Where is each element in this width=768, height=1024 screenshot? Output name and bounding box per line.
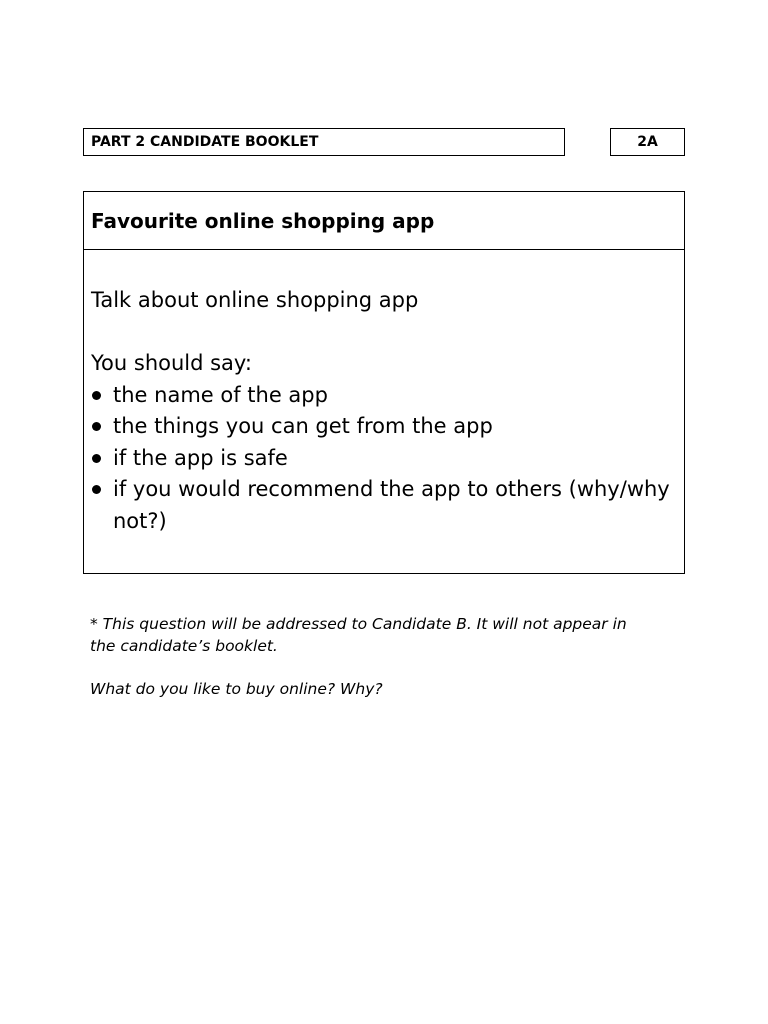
- booklet-code-box: [610, 128, 685, 156]
- booklet-title-box: [83, 128, 565, 156]
- task-prompt: You should say:: [91, 351, 252, 375]
- bullet-text: if the app is safe: [113, 445, 288, 470]
- list-item: [91, 474, 677, 537]
- bullet-icon: [92, 422, 101, 431]
- bullet-icon: [92, 454, 101, 463]
- examiner-note: * This question will be addressed to Candidate B. It will not appear in the candidate’s booklet.: [90, 615, 627, 655]
- booklet-code: 2A: [637, 134, 658, 150]
- bullet-icon: [92, 485, 101, 494]
- task-bullet-list: [91, 380, 677, 538]
- task-intro: Talk about online shopping app: [91, 288, 419, 312]
- examiner-note-section: [90, 614, 650, 701]
- bullet-icon: [92, 391, 101, 400]
- task-body: [84, 250, 684, 537]
- bullet-text: the things you can get from the app: [113, 414, 493, 438]
- booklet-title: PART 2 CANDIDATE BOOKLET: [91, 134, 319, 150]
- bullet-text: the name of the app: [113, 382, 328, 407]
- followup-question: What do you like to buy online? Why?: [90, 680, 383, 698]
- bullet-text: if you would recommend the app to others (why/why not?): [113, 477, 670, 533]
- list-item: [91, 443, 677, 475]
- list-item: [91, 411, 677, 443]
- list-item: [91, 380, 677, 412]
- task-card: [83, 191, 685, 574]
- task-heading: Favourite online shopping app: [84, 192, 684, 250]
